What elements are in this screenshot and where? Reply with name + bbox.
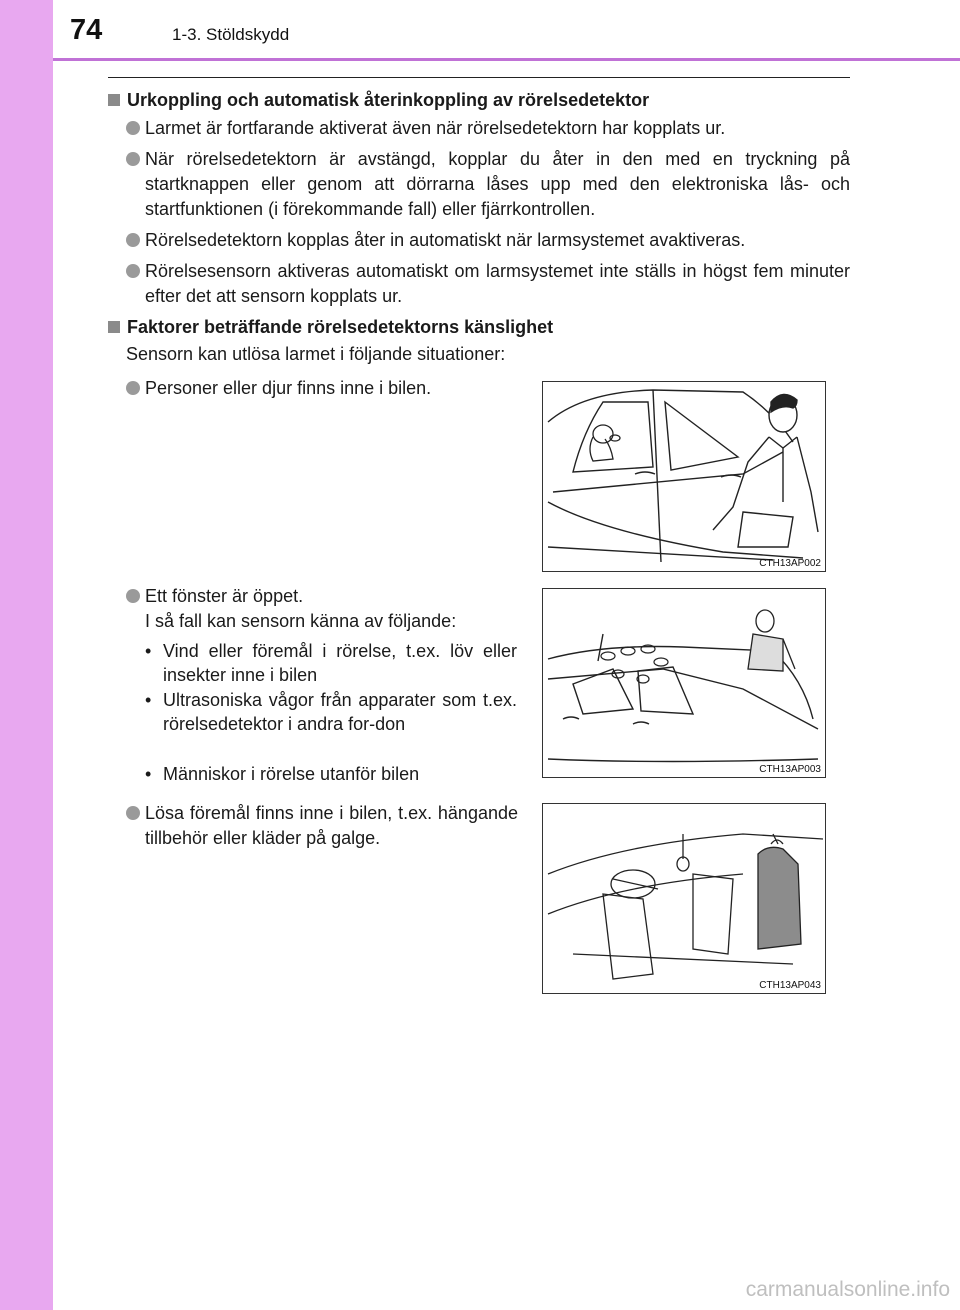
watermark: carmanualsonline.info <box>745 1278 950 1301</box>
car-open-window-icon <box>543 589 825 777</box>
section-heading-sensitivity: Faktorer beträffande rörelsedetektorns känslighet <box>108 317 553 338</box>
circle-bullet-icon <box>126 264 140 278</box>
circle-bullet-icon <box>126 589 140 603</box>
content-divider <box>108 77 850 78</box>
header-divider <box>53 58 960 61</box>
car-interior-hanging-clothes-icon <box>543 804 825 993</box>
page-number: 74 <box>70 14 103 46</box>
circle-bullet-icon <box>126 152 140 166</box>
bullet-item: Ett fönster är öppet. I så fall kan sensorn känna av följande: <box>126 584 518 634</box>
circle-bullet-icon <box>126 381 140 395</box>
bullet-item: Rörelsedetektorn kopplas åter in automatiskt när larmsystemet avaktiveras. <box>126 228 850 253</box>
circle-bullet-icon <box>126 233 140 247</box>
bullet-item: Personer eller djur finns inne i bilen. <box>126 376 518 401</box>
left-color-band <box>0 0 53 1310</box>
chapter-title: 1-3. Stöldskydd <box>172 25 290 44</box>
circle-bullet-icon <box>126 121 140 135</box>
sub-list-item: • Människor i rörelse utanför bilen <box>145 764 420 784</box>
bullet-item: När rörelsedetektorn är avstängd, kopplar du åter in den med en tryckning på startknappen eller genom att dörrarna låses upp med den elektroniska lås- och startfunktionen (i förekommande fall) eller fjärrkontrollen. <box>126 147 850 222</box>
illustration-dog-in-car <box>542 381 826 572</box>
square-bullet-icon <box>108 94 120 106</box>
figure-code: CTH13AP003 <box>759 764 821 775</box>
sub-list-item: • Vind eller föremål i rörelse, t.ex. löv eller insekter inne i bilen <box>145 641 517 685</box>
figure-code: CTH13AP002 <box>759 558 821 569</box>
section-intro: Sensorn kan utlösa larmet i följande situationer: <box>126 344 506 364</box>
car-with-dog-and-man-icon <box>543 382 825 571</box>
illustration-open-window <box>542 588 826 778</box>
sub-list-item: • Ultrasoniska vågor från apparater som t.ex. rörelsedetektor i andra for-don <box>145 690 517 734</box>
circle-bullet-icon <box>126 806 140 820</box>
figure-code: CTH13AP043 <box>759 980 821 991</box>
bullet-item: Rörelsesensorn aktiveras automatiskt om larmsystemet inte ställs in högst fem minuter efter det att sensorn kopplats ur. <box>126 259 850 309</box>
bullet-item: Lösa föremål finns inne i bilen, t.ex. hängande tillbehör eller kläder på galge. <box>126 801 518 851</box>
illustration-hanging-items <box>542 803 826 994</box>
bullet-item: Larmet är fortfarande aktiverat även när rörelsedetektorn har kopplats ur. <box>126 116 850 141</box>
section-heading-disconnect: Urkoppling och automatisk återinkoppling av rörelsedetektor <box>108 90 649 111</box>
square-bullet-icon <box>108 321 120 333</box>
